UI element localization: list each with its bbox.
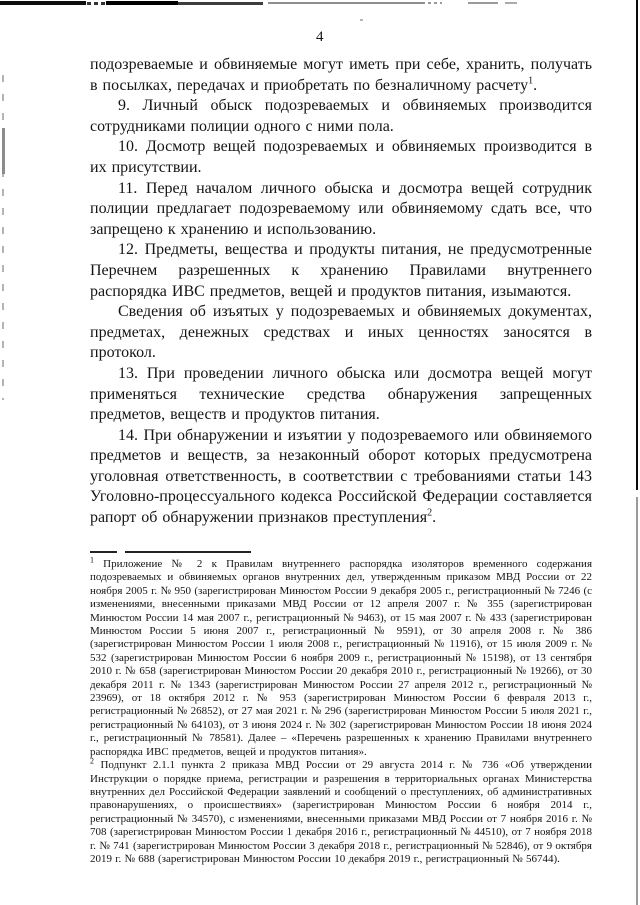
footnote-reference-2: 2 xyxy=(427,507,433,519)
footnotes-section xyxy=(90,548,592,866)
paragraph-item-14 xyxy=(90,426,592,529)
footnote-separator-rule xyxy=(90,548,592,556)
paragraph-item-12a: Сведения об изъятых у подозреваемых и обвиняемых документах, предметах, денежных средствах и иных ценностях заносятся в протокол. xyxy=(90,303,592,362)
scan-artifact-top-edge xyxy=(428,2,442,4)
scan-artifact-left-edge xyxy=(2,128,5,174)
paragraph-item-9: 9. Личный обыск подозреваемых и обвиняемых производится сотрудниками полиции одного с ними пола. xyxy=(90,97,592,135)
paragraph-text: . xyxy=(432,509,437,527)
scan-artifact-top-edge xyxy=(178,2,263,5)
scan-artifact-right-edge xyxy=(636,497,638,905)
scan-artifact-top-edge xyxy=(87,2,106,5)
scan-artifact-right-edge xyxy=(636,0,638,490)
paragraph-text: . xyxy=(533,76,538,94)
scan-artifact-speck xyxy=(360,19,363,21)
footnote-2-text: Подпункт 2.1.1 пункта 2 приказа МВД России от 29 августа 2014 г. № 736 «Об утверждении Инструкции о порядке приема, регистрации и разрешения в территориальных органах Министерства внутренних дел Российской Федерации заявлений и сообщений о преступлениях, об административных правонарушениях, о происшествиях» (зарегистрирован Минюстом России 6 ноября 2014 г., регистрационный № 34570), с изменениями, внесенными приказами МВД России от 7 ноября 2016 г. № 708 (зарегистрирован Минюстом России 1 декабря 2016 г., регистрационный № 44510), от 7 ноября 2018 г. № 741 (зарегистрирован Минюстом России 3 декабря 2018 г., регистрационный № 52846), от 9 октября 2019 г. № 688 (зарегистрирован Минюстом России 10 декабря 2019 г., регистрационный № 56744). xyxy=(90,759,592,865)
scan-artifact-top-edge xyxy=(468,2,498,4)
footnote-1 xyxy=(90,555,592,759)
paragraph-continuation xyxy=(90,55,592,96)
scan-artifact-top-edge xyxy=(0,1,86,5)
scan-artifact-top-edge xyxy=(106,1,178,5)
scan-artifact-left-edge xyxy=(2,75,4,400)
footnote-2 xyxy=(90,756,592,866)
paragraph-text: 14. При обнаружении и изъятии у подозреваемого или обвиняемого предметов и веществ, за незаконный оборот которых предусмотрена уголовная ответственность, в соответствии с требованиями статьи 143 Уголовно-процессуального кодекса Российской Федерации составляется рапорт об обнаружении признаков преступления xyxy=(90,426,592,527)
page-number: 4 xyxy=(316,29,324,45)
footnote-2-marker: 2 xyxy=(90,756,94,766)
body-text xyxy=(90,55,592,529)
footnote-separator-segment xyxy=(90,551,117,553)
paragraph-item-12: 12. Предметы, вещества и продукты питания, не предусмотренные Перечнем разрешенных к хранению Правилами внутреннего распорядка ИВС предметов, вещей и продуктов питания, изымаются. xyxy=(90,241,592,300)
paragraph-item-10: 10. Досмотр вещей подозреваемых и обвиняемых производится в их присутствии. xyxy=(90,138,592,176)
footnote-1-text: Приложение № 2 к Правилам внутреннего распорядка изоляторов временного содержания подозреваемых и обвиняемых органов внутренних дел, утвержденным приказом МВД России от 22 ноября 2005 г. № 950 (зарегистрирован Минюстом России 9 декабря 2005 г., регистрационный № 7246 (с изменениями, внесенными приказами МВД России от 12 апреля 2007 г. № 355 (зарегистрирован Минюстом России 14 мая 2007 г., регистрационный № 9463), от 15 мая 2007 г. № 433 (зарегистрирован Минюстом России 5 июня 2007 г., регистрационный № 9591), от 30 апреля 2008 г. № 386 (зарегистрирован Минюстом России 1 июля 2008 г., регистрационный № 11916), от 15 июля 2009 г. № 532 (зарегистрирован Минюстом России 6 ноября 2009 г., регистрационный № 15198), от 13 сентября 2010 г. № 658 (зарегистрирован Минюстом России 20 декабря 2010 г., регистрационный № 19266), от 30 декабря 2011 г. № 1343 (зарегистрирован Минюстом России 27 апреля 2012 г., регистрационный № 23969), от 18 октября 2012 г. № 953 (зарегистрирован Минюстом России 6 февраля 2013 г., регистрационный № 26852), от 27 мая 2021 г. № 296 (зарегистрирован Минюстом России 5 июля 2021 г., регистрационный № 64103), от 3 июня 2024 г. № 302 (зарегистрирован Минюстом России 18 июня 2024 г., регистрационный № 78581). Далее – «Перечень разрешенных к хранению Правилами внутреннего распорядка ИВС предметов, вещей и продуктов питания». xyxy=(90,558,592,758)
footnote-separator-segment xyxy=(125,551,251,553)
footnote-1-marker: 1 xyxy=(90,555,94,565)
paragraph-item-13: 13. При проведении личного обыска или досмотра вещей могут применяться технические средства обнаружения запрещенных предметов, веществ и продуктов питания. xyxy=(90,364,592,424)
scan-artifact-top-edge xyxy=(268,2,425,4)
paragraph-text: подозреваемые и обвиняемые могут иметь при себе, хранить, получать в посылках, передачах и приобретать по безналичному расчету xyxy=(90,56,592,94)
footnote-reference-1: 1 xyxy=(528,75,534,87)
paragraph-item-11: 11. Перед началом личного обыска и досмотра вещей сотрудник полиции предлагает подозреваемому или обвиняемому сдать все, что запрещено к хранению и использованию. xyxy=(90,179,592,238)
scan-artifact-top-edge xyxy=(505,2,517,4)
